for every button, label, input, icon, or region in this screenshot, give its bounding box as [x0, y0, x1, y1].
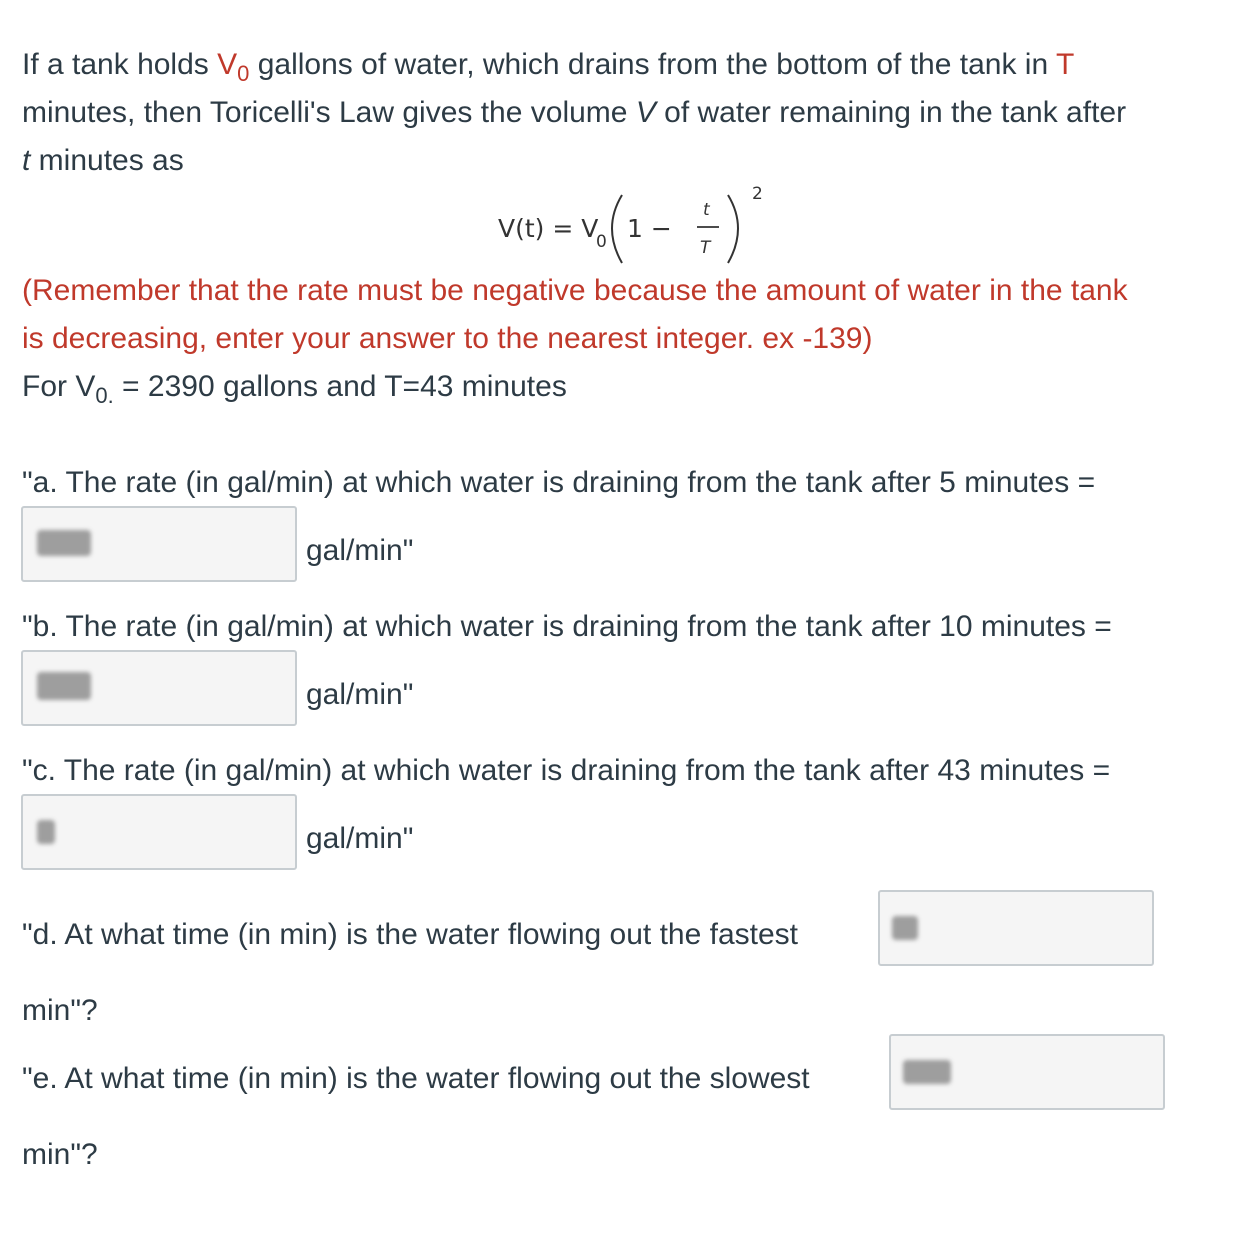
unit-d: min"? — [22, 994, 98, 1027]
answer-b-input[interactable] — [21, 650, 297, 726]
question-d: "d. At what time (in min) is the water flowing out the fastest — [22, 918, 798, 951]
answer-b-redacted — [37, 672, 91, 700]
question-c: "c. The rate (in gal/min) at which water is draining from the tank after 43 minutes = — [22, 754, 1111, 787]
unit-b: gal/min" — [306, 678, 414, 711]
formula-one-minus: 1 − — [627, 214, 672, 243]
formula-left-paren — [612, 195, 622, 263]
formula-lhs: V(t) = V — [498, 214, 599, 243]
formula-exponent: 2 — [752, 184, 763, 204]
intro-text-1: If a tank holds — [22, 48, 218, 81]
answer-a-redacted — [37, 530, 91, 556]
answer-c-redacted — [37, 820, 55, 844]
formula-right-paren — [728, 195, 738, 263]
answer-e-redacted — [903, 1060, 951, 1084]
time-symbol: t — [22, 144, 31, 177]
intro-line-3: t minutes as — [22, 144, 184, 177]
torricelli-formula — [495, 183, 785, 268]
answer-d-input[interactable] — [878, 890, 1154, 966]
note-line-1: (Remember that the rate must be negative because the amount of water in the tank — [22, 274, 1128, 307]
intro-line-1 — [22, 48, 1075, 86]
note-line-2: is decreasing, enter your answer to the nearest integer. ex -139) — [22, 322, 873, 355]
answer-c-input[interactable] — [21, 794, 297, 870]
answer-d-redacted — [892, 916, 918, 940]
t-symbol: T — [1055, 48, 1075, 81]
answer-e-input[interactable] — [889, 1034, 1165, 1110]
question-a: "a. The rate (in gal/min) at which water is draining from the tank after 5 minutes = — [22, 466, 1096, 499]
given-values: For $V_{0.} = 2390$ gallons and T=43 minutes — [22, 370, 567, 408]
volume-symbol: V — [635, 96, 656, 129]
formula-subscript: 0 — [596, 232, 607, 252]
formula-denominator: T — [700, 238, 711, 258]
intro-line-2: minutes, then Toricelli's Law gives the volume V of water remaining in the tank after — [22, 96, 1127, 129]
question-e: "e. At what time (in min) is the water flowing out the slowest — [22, 1062, 810, 1095]
answer-a-input[interactable] — [21, 506, 297, 582]
unit-e: min"? — [22, 1138, 98, 1171]
formula-numerator: t — [703, 200, 710, 220]
v0-symbol: $V_0$ — [217, 48, 250, 86]
question-b: "b. The rate (in gal/min) at which water is draining from the tank after 10 minutes = — [22, 610, 1112, 643]
unit-c: gal/min" — [306, 822, 414, 855]
unit-a: gal/min" — [306, 534, 414, 567]
intro-text-2: gallons of water, which drains from the bottom of the tank in — [249, 48, 1056, 81]
